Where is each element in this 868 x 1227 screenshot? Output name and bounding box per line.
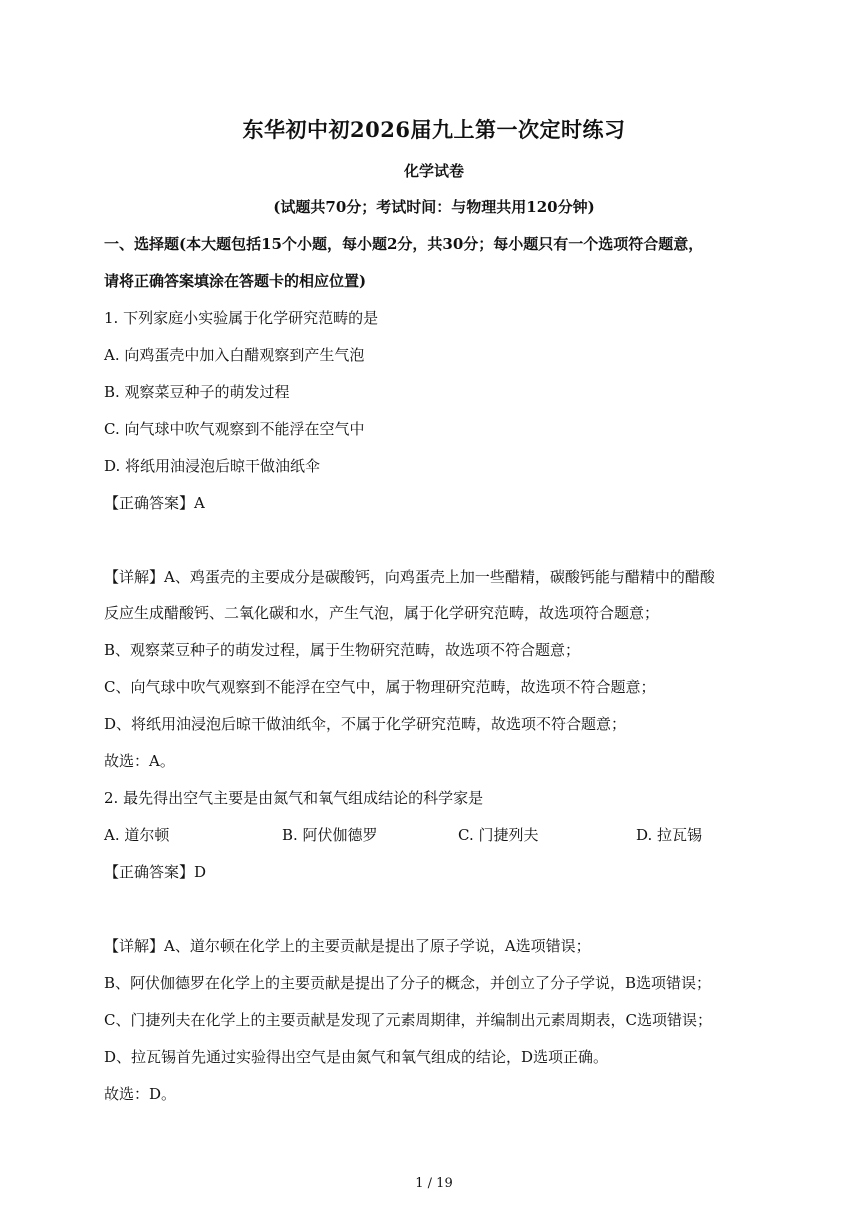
question-1-option-b: B. 观察菜豆种子的萌发过程: [104, 383, 290, 401]
question-1-stem: 1. 下列家庭小实验属于化学研究范畴的是: [104, 309, 379, 327]
question-1-option-d: D. 将纸用油浸泡后晾干做油纸伞: [104, 457, 321, 475]
document-title: 东华初中初2026届九上第一次定时练习: [242, 117, 626, 142]
question-2-explain-line: D、拉瓦锡首先通过实验得出空气是由氮气和氧气组成的结论，D选项正确。: [104, 1048, 609, 1066]
question-1-explain-line: 反应生成醋酸钙、二氧化碳和水，产生气泡，属于化学研究范畴，故选项符合题意；: [104, 604, 660, 622]
question-1-option-c: C. 向气球中吹气观察到不能浮在空气中: [104, 420, 365, 438]
question-2-explain-line: B、阿伏伽德罗在化学上的主要贡献是提出了分子的概念，并创立了分子学说，B选项错误；: [104, 974, 712, 992]
question-2-stem: 2. 最先得出空气主要是由氮气和氧气组成结论的科学家是: [104, 789, 484, 807]
question-2-option-a: A. 道尔顿: [104, 826, 170, 844]
section-heading-line1: 一、选择题(本大题包括15个小题，每小题2分，共30分；每小题只有一个选项符合题意，: [104, 235, 704, 253]
section-heading-line2: 请将正确答案填涂在答题卡的相应位置): [104, 272, 367, 290]
question-1-conclusion: 故选：A。: [104, 752, 175, 770]
question-1-explain-line: 【详解】A、鸡蛋壳的主要成分是碳酸钙，向鸡蛋壳上加一些醋精，碳酸钙能与醋精中的醋酸: [104, 568, 715, 586]
question-2-answer: 【正确答案】D: [104, 863, 207, 881]
question-2-explain-line: 【详解】A、道尔顿在化学上的主要贡献是提出了原子学说，A选项错误；: [104, 937, 591, 955]
question-2-option-d: D. 拉瓦锡: [636, 826, 703, 844]
question-2-option-c: C. 门捷列夫: [458, 826, 539, 844]
question-1-explain-line: B、观察菜豆种子的萌发过程，属于生物研究范畴，故选项不符合题意；: [104, 641, 581, 659]
exam-note: (试题共70分；考试时间：与物理共用120分钟): [273, 198, 595, 216]
question-2-conclusion: 故选：D。: [104, 1085, 177, 1103]
question-1-option-a: A. 向鸡蛋壳中加入白醋观察到产生气泡: [104, 346, 365, 364]
question-1-explain-line: C、向气球中吹气观察到不能浮在空气中，属于物理研究范畴，故选项不符合题意；: [104, 678, 656, 696]
question-1-answer: 【正确答案】A: [104, 494, 205, 512]
subject-title: 化学试卷: [403, 162, 464, 180]
question-2-explain-line: C、门捷列夫在化学上的主要贡献是发现了元素周期律，并编制出元素周期表，C选项错误；: [104, 1011, 712, 1029]
page-number: 1 / 19: [415, 1176, 453, 1191]
question-2-option-b: B. 阿伏伽德罗: [282, 826, 378, 844]
question-1-explain-line: D、将纸用油浸泡后晾干做油纸伞，不属于化学研究范畴，故选项不符合题意；: [104, 715, 627, 733]
